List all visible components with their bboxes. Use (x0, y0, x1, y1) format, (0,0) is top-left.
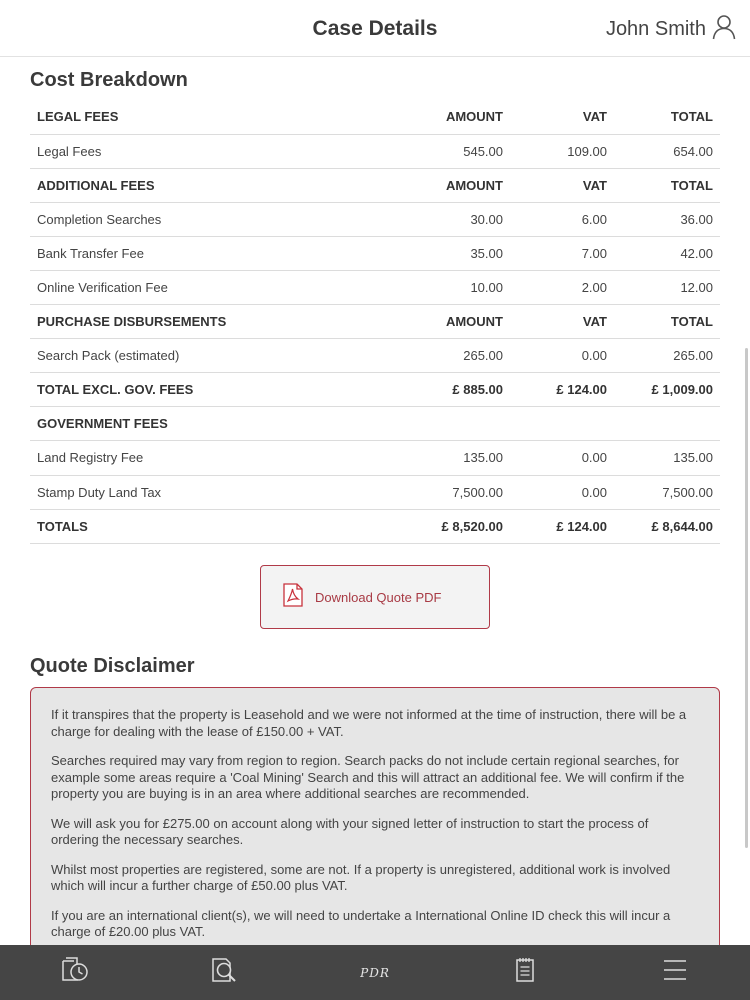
table-row (30, 441, 720, 475)
row-vat: VAT (510, 168, 614, 202)
row-vat: £ 124.00 (510, 373, 614, 407)
table-row (30, 202, 720, 236)
row-total: 654.00 (614, 134, 720, 168)
row-total: TOTAL (614, 100, 720, 134)
tab-pdr[interactable] (300, 945, 450, 1000)
table-total-row (30, 373, 720, 407)
row-total: TOTAL (614, 168, 720, 202)
row-amount (370, 407, 510, 441)
row-vat: 2.00 (510, 270, 614, 304)
row-vat: VAT (510, 305, 614, 339)
table-row (30, 475, 720, 509)
row-amount: £ 8,520.00 (370, 509, 510, 543)
download-quote-pdf-button[interactable] (260, 565, 490, 629)
user-name[interactable]: John Smith (605, 18, 706, 40)
table-row (30, 134, 720, 168)
table-section-header (30, 305, 720, 339)
row-amount: AMOUNT (370, 168, 510, 202)
row-amount: 30.00 (370, 202, 510, 236)
quote-disclaimer-title: Quote Disclaimer (30, 655, 195, 677)
pdf-icon (281, 583, 305, 612)
row-amount: 35.00 (370, 236, 510, 270)
table-row (30, 270, 720, 304)
cost-breakdown-table (30, 100, 720, 544)
row-description: TOTAL EXCL. GOV. FEES (30, 373, 370, 407)
row-total: £ 1,009.00 (614, 373, 720, 407)
row-vat: 0.00 (510, 339, 614, 373)
row-total: 12.00 (614, 270, 720, 304)
disclaimer-paragraph: Whilst most properties are registered, some are not. If a property is unregistered, additional work is involved which will incur a further charge of £50.00 plus VAT. (51, 861, 671, 893)
row-description: Land Registry Fee (30, 441, 370, 475)
pdr-label: PDR (360, 965, 390, 980)
scrollbar[interactable] (745, 348, 748, 848)
page-title: Case Details (312, 17, 438, 40)
row-vat: 109.00 (510, 134, 614, 168)
clock-document-icon (60, 957, 90, 988)
user-menu[interactable] (606, 14, 736, 45)
disclaimer-paragraph: Searches required may vary from region to region. Search packs do not include certain regional searches, for example some areas require a 'Coal Mining' Search and this will attract an additional fee. We will confirm if the property you are buying is in an area where additional searches are recommended. (51, 753, 685, 801)
row-vat: 6.00 (510, 202, 614, 236)
row-amount: AMOUNT (370, 305, 510, 339)
table-row (30, 236, 720, 270)
row-amount: 265.00 (370, 339, 510, 373)
row-description: Search Pack (estimated) (30, 339, 370, 373)
user-icon[interactable] (712, 14, 736, 45)
disclaimer-paragraph: If it transpires that the property is Leasehold and we were not informed at the time of instruction, there will be a charge for dealing with the lease of £150.00 + VAT. (51, 707, 687, 739)
row-vat: 0.00 (510, 441, 614, 475)
row-description: LEGAL FEES (30, 100, 370, 134)
bottom-tab-bar (0, 945, 750, 1000)
row-vat: £ 124.00 (510, 509, 614, 543)
row-total: 265.00 (614, 339, 720, 373)
row-total: 7,500.00 (614, 475, 720, 509)
download-quote-pdf-label: Download Quote PDF (315, 589, 442, 605)
row-vat (510, 407, 614, 441)
quote-disclaimer-box (30, 687, 720, 945)
row-description: Bank Transfer Fee (30, 236, 370, 270)
menu-icon (663, 959, 687, 986)
table-total-row (30, 509, 720, 543)
table-section-header (30, 100, 720, 134)
row-amount: 7,500.00 (370, 475, 510, 509)
row-description: GOVERNMENT FEES (30, 407, 370, 441)
row-description: Completion Searches (30, 202, 370, 236)
row-amount: AMOUNT (370, 100, 510, 134)
app-header (0, 0, 750, 57)
row-vat: VAT (510, 100, 614, 134)
row-vat: 0.00 (510, 475, 614, 509)
row-total: 36.00 (614, 202, 720, 236)
row-total (614, 407, 720, 441)
tab-menu[interactable] (600, 945, 750, 1000)
row-amount: 135.00 (370, 441, 510, 475)
main-content[interactable] (0, 57, 750, 945)
cost-breakdown-title: Cost Breakdown (30, 69, 188, 91)
row-vat: 7.00 (510, 236, 614, 270)
disclaimer-paragraph: If you are an international client(s), we will need to undertake a International Online ID check this will incur a charge of £20.00 plus VAT. (51, 907, 671, 939)
row-description: PURCHASE DISBURSEMENTS (30, 305, 370, 339)
row-description: TOTALS (30, 509, 370, 543)
notepad-icon (514, 957, 536, 988)
row-description: Stamp Duty Land Tax (30, 475, 370, 509)
table-section-header (30, 168, 720, 202)
row-description: Online Verification Fee (30, 270, 370, 304)
table-section-header (30, 407, 720, 441)
tab-case-search[interactable] (150, 945, 300, 1000)
table-row (30, 339, 720, 373)
row-amount: 545.00 (370, 134, 510, 168)
tab-notes[interactable] (450, 945, 600, 1000)
row-total: TOTAL (614, 305, 720, 339)
row-amount: 10.00 (370, 270, 510, 304)
row-description: Legal Fees (30, 134, 370, 168)
row-total: 42.00 (614, 236, 720, 270)
document-search-icon (211, 957, 239, 988)
row-amount: £ 885.00 (370, 373, 510, 407)
row-total: £ 8,644.00 (614, 509, 720, 543)
row-total: 135.00 (614, 441, 720, 475)
row-description: ADDITIONAL FEES (30, 168, 370, 202)
disclaimer-paragraph: We will ask you for £275.00 on account along with your signed letter of instruction to start the process of ordering the necessary searches. (51, 815, 649, 847)
tab-timeline[interactable] (0, 945, 150, 1000)
